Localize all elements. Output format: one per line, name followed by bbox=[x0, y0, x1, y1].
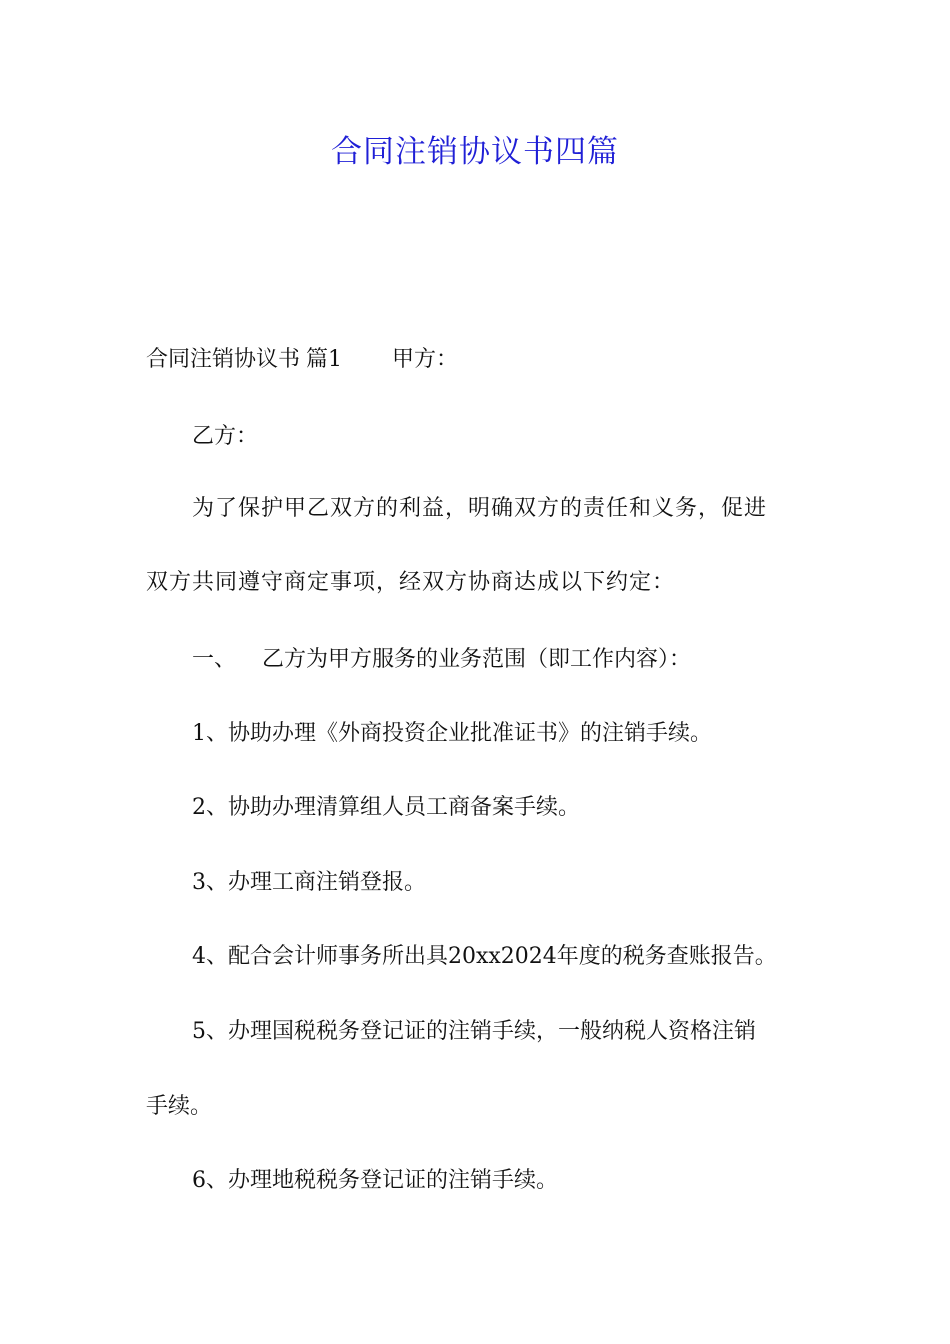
list-item: 2、协助办理清算组人员工商备案手续。 bbox=[192, 795, 580, 820]
list-item: 6、办理地税税务登记证的注销手续。 bbox=[192, 1168, 558, 1193]
clause-one-text: 乙方为甲方服务的业务范围（即工作内容）： bbox=[262, 647, 692, 672]
party-a-label: 甲方： bbox=[392, 347, 459, 372]
list-item: 5、办理国税税务登记证的注销手续，一般纳税人资格注销 bbox=[192, 1019, 756, 1044]
list-item-continuation: 手续。 bbox=[146, 1094, 213, 1119]
section-number: 篇1 bbox=[306, 347, 343, 372]
section-heading: 合同注销协议书 bbox=[146, 347, 301, 372]
clause-one-number: 一、 bbox=[192, 647, 237, 672]
intro-line-1: 为了保护甲乙双方的利益，明确双方的责任和义务，促进 bbox=[192, 496, 768, 521]
list-item: 3、办理工商注销登报。 bbox=[192, 870, 426, 895]
list-item: 1、协助办理《外商投资企业批准证书》的注销手续。 bbox=[192, 721, 712, 746]
list-item: 4、配合会计师事务所出具20xx2024年度的税务查账报告。 bbox=[192, 944, 777, 969]
section-heading-line bbox=[146, 345, 458, 375]
intro-line-2: 双方共同遵守商定事项，经双方协商达成以下约定： bbox=[146, 570, 676, 595]
party-b-label: 乙方： bbox=[192, 424, 259, 449]
clause-one-line bbox=[192, 645, 691, 675]
document-title: 合同注销协议书四篇 bbox=[331, 134, 619, 170]
